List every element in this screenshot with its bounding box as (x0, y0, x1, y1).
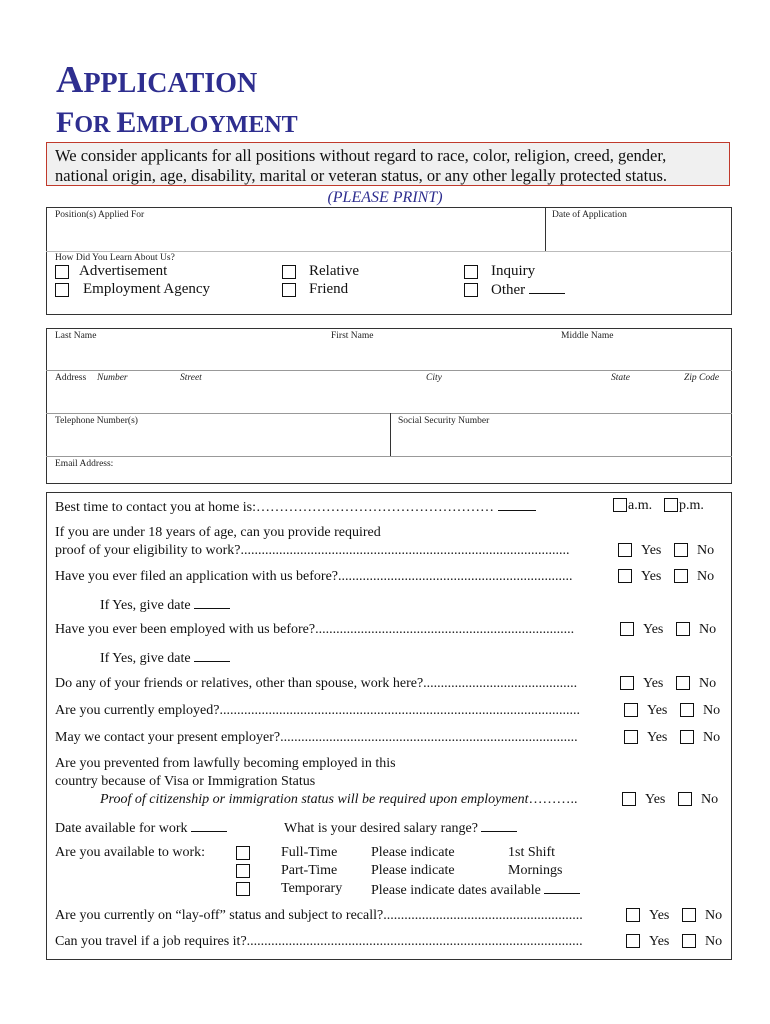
number-label: Number (97, 373, 128, 383)
part-time-checkbox[interactable] (236, 864, 250, 878)
email-label: Email Address: (55, 459, 114, 469)
please-indicate-dates-line: Please indicate dates available (371, 881, 580, 899)
divider (46, 251, 732, 252)
filed-before-no-checkbox[interactable] (674, 569, 688, 583)
full-time-label: Full-Time (281, 845, 338, 860)
part-time-label: Part-Time (281, 863, 338, 878)
friends-relatives-question: Do any of your friends or relatives, other than spouse, work here?............................................ (55, 676, 578, 691)
relative-checkbox[interactable] (282, 265, 296, 279)
divider (46, 370, 732, 371)
yes-label: Yes (645, 792, 666, 807)
friends-yes-checkbox[interactable] (620, 676, 634, 690)
am-label: a.m. (628, 498, 653, 513)
telephone-label: Telephone Number(s) (55, 416, 138, 426)
no-label: No (701, 792, 719, 807)
yes-label: Yes (643, 676, 664, 691)
please-indicate-label: Please indicate (371, 863, 455, 878)
date-of-application-label: Date of Application (552, 210, 627, 220)
visa-no-checkbox[interactable] (678, 792, 692, 806)
divider (545, 207, 546, 251)
please-print-note: (PLEASE PRINT) (327, 189, 443, 206)
under-18-yes-checkbox[interactable] (618, 543, 632, 557)
middle-name-label: Middle Name (561, 331, 614, 341)
first-name-label: First Name (331, 331, 374, 341)
visa-question-line2: country because of Visa or Immigration Status (55, 774, 316, 789)
am-checkbox[interactable] (613, 498, 627, 512)
date-available-line: Date available for work (55, 819, 227, 837)
available-to-work-label: Are you available to work: (55, 845, 206, 860)
form-title-line2: FOR EMPLOYMENT (56, 106, 298, 139)
no-label: No (703, 730, 721, 745)
name-field[interactable] (55, 344, 723, 368)
divider (390, 413, 391, 456)
pm-label: p.m. (679, 498, 704, 513)
telephone-field[interactable] (55, 429, 385, 453)
filed-before-yes-checkbox[interactable] (618, 569, 632, 583)
friends-no-checkbox[interactable] (676, 676, 690, 690)
address-label: Address (55, 373, 87, 383)
date-available-blank[interactable] (191, 819, 227, 832)
travel-question: Can you travel if a job requires it?................................................................................................ (55, 934, 583, 949)
ssn-label: Social Security Number (398, 416, 490, 426)
mornings-label: Mornings (508, 863, 563, 878)
visa-yes-checkbox[interactable] (622, 792, 636, 806)
friend-checkbox[interactable] (282, 283, 296, 297)
no-label: No (705, 934, 723, 949)
other-checkbox[interactable] (464, 283, 478, 297)
yes-label: Yes (641, 543, 662, 558)
travel-no-checkbox[interactable] (682, 934, 696, 948)
salary-line: What is your desired salary range? (284, 819, 517, 837)
divider (46, 413, 732, 414)
under-18-question-line2: proof of your eligibility to work?.............................................................................................. (55, 543, 570, 558)
employed-before-no-checkbox[interactable] (676, 622, 690, 636)
employed-before-yes-checkbox[interactable] (620, 622, 634, 636)
contact-employer-yes-checkbox[interactable] (624, 730, 638, 744)
ssn-field[interactable] (398, 429, 723, 453)
inquiry-label: Inquiry (491, 263, 536, 279)
no-label: No (699, 622, 717, 637)
no-label: No (697, 543, 715, 558)
yes-label: Yes (649, 934, 670, 949)
yes-label: Yes (647, 703, 668, 718)
employment-agency-label: Employment Agency (83, 281, 211, 297)
visa-question-line3: Proof of citizenship or immigration status will be required upon employment……….. (100, 792, 578, 807)
street-label: Street (180, 373, 202, 383)
employed-date-line: If Yes, give date (100, 649, 230, 667)
position-applied-field[interactable] (55, 224, 535, 248)
filed-before-question: Have you ever filed an application with us before?................................................................... (55, 569, 573, 584)
zip-code-label: Zip Code (684, 373, 720, 383)
friend-label: Friend (309, 281, 349, 297)
temporary-checkbox[interactable] (236, 882, 250, 896)
temporary-label: Temporary (281, 881, 343, 896)
best-time-question: Best time to contact you at home is:…………………………………………… (55, 498, 536, 516)
filed-date-blank[interactable] (194, 596, 230, 609)
other-blank[interactable] (529, 281, 565, 294)
form-title-line1: APPLICATION (56, 59, 258, 101)
salary-blank[interactable] (481, 819, 517, 832)
no-label: No (703, 703, 721, 718)
layoff-no-checkbox[interactable] (682, 908, 696, 922)
contact-employer-no-checkbox[interactable] (680, 730, 694, 744)
employment-agency-checkbox[interactable] (55, 283, 69, 297)
yes-label: Yes (647, 730, 668, 745)
advertisement-label: Advertisement (79, 263, 168, 279)
learn-about-label: How Did You Learn About Us? (55, 253, 175, 263)
contact-employer-question: May we contact your present employer?..................................................................................... (55, 730, 578, 745)
layoff-question: Are you currently on “lay-off” status and subject to recall?......................................................... (55, 908, 583, 923)
eeo-notice: We consider applicants for all positions without regard to race, color, religion, creed, gender, national origin, age, disability, marital or veteran status, or any other legally protected status. (46, 142, 730, 186)
employed-date-blank[interactable] (194, 649, 230, 662)
yes-label: Yes (649, 908, 670, 923)
address-field[interactable] (55, 386, 723, 410)
under-18-question-line1: If you are under 18 years of age, can you provide required (55, 525, 381, 540)
city-label: City (426, 373, 442, 383)
filed-date-line: If Yes, give date (100, 596, 230, 614)
employed-before-question: Have you ever been employed with us before?.......................................................................... (55, 622, 575, 637)
layoff-yes-checkbox[interactable] (626, 908, 640, 922)
date-of-application-field[interactable] (552, 224, 722, 248)
divider (46, 456, 732, 457)
position-applied-label: Position(s) Applied For (55, 210, 145, 220)
no-label: No (705, 908, 723, 923)
currently-employed-no-checkbox[interactable] (680, 703, 694, 717)
under-18-no-checkbox[interactable] (674, 543, 688, 557)
yes-label: Yes (641, 569, 662, 584)
other-label: Other (491, 281, 565, 299)
first-shift-label: 1st Shift (508, 845, 556, 860)
full-time-checkbox[interactable] (236, 846, 250, 860)
yes-label: Yes (643, 622, 664, 637)
relative-label: Relative (309, 263, 359, 279)
last-name-label: Last Name (55, 331, 97, 341)
inquiry-checkbox[interactable] (464, 265, 478, 279)
travel-yes-checkbox[interactable] (626, 934, 640, 948)
best-time-blank[interactable] (498, 498, 536, 511)
email-field[interactable] (125, 458, 723, 480)
please-indicate-label: Please indicate (371, 845, 455, 860)
no-label: No (697, 569, 715, 584)
dates-available-blank[interactable] (544, 881, 580, 894)
pm-checkbox[interactable] (664, 498, 678, 512)
currently-employed-question: Are you currently employed?....................................................................................................... (55, 703, 580, 718)
visa-question-line1: Are you prevented from lawfully becoming employed in this (55, 756, 396, 771)
state-label: State (611, 373, 630, 383)
advertisement-checkbox[interactable] (55, 265, 69, 279)
currently-employed-yes-checkbox[interactable] (624, 703, 638, 717)
no-label: No (699, 676, 717, 691)
